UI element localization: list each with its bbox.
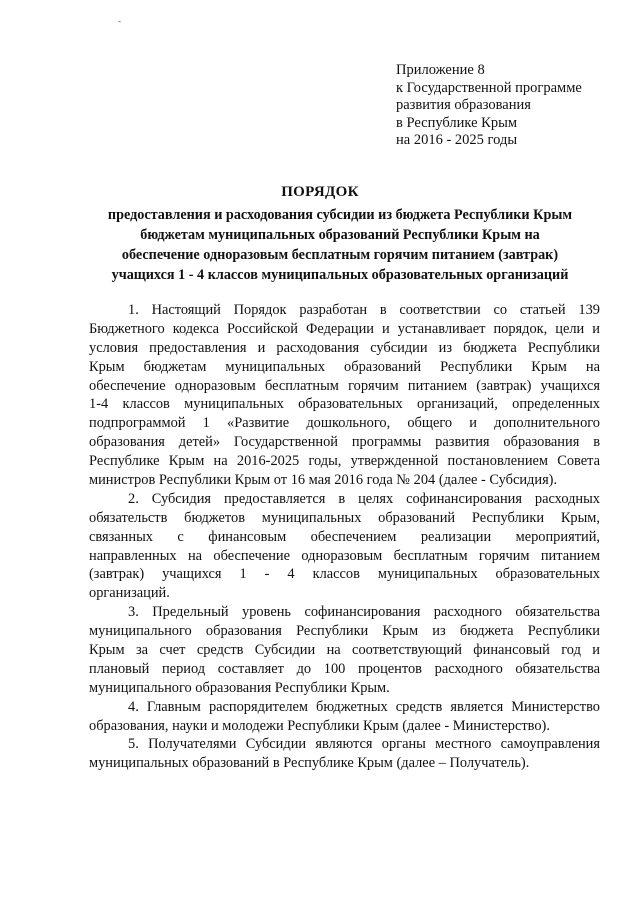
document-title: ПОРЯДОК [281,184,359,200]
paragraph-line: Крым за счет средств Субсидии на соответствующий финансовый год и [89,642,600,659]
paragraph-line: 1. Настоящий Порядок разработан в соответствии со статьей 139 [128,302,600,318]
document-subtitle [80,205,600,285]
paragraph-line: 3. Предельный уровень софинансирования расходного обязательства [128,604,600,621]
paragraph-line: 2. Субсидия предоставляется в целях софинансирования расходных [128,490,600,507]
paragraph-3 [89,603,600,697]
appendix-line: в Республике Крым [396,114,517,131]
paragraph-1 [89,301,600,490]
paragraph-line: Республике Крым на 2016-2025 годы, утвержденной постановлением Совета [89,453,600,470]
paragraph-line: обеспечение одноразовым бесплатным горячим питанием (завтрак) учащихся [89,377,600,394]
paragraph-line: Бюджетного кодекса Российской Федерации и устанавливает порядок, цели и [89,320,600,337]
paragraph-line: муниципального образования Республики Крым. [89,679,390,696]
paragraph-line: условия предоставления и расходования субсидии из бюджета Республики [89,339,600,356]
header-mark: - [118,16,121,26]
paragraph-4 [89,698,600,736]
document-body [89,301,600,773]
paragraph-line: 5. Получателями Субсидии являются органы местного самоуправления [128,736,600,753]
subtitle-line: учащихся 1 - 4 классов муниципальных образовательных организаций [111,267,569,283]
appendix-line: на 2016 - 2025 годы [396,132,518,149]
subtitle-line: предоставления и расходования субсидии из бюджета Республики Крым [107,207,573,223]
subtitle-line: бюджетам муниципальных образований Республики Крым на [140,227,540,243]
paragraph-line: подпрограммой 1 «Развитие дошкольного, общего и дополнительного [89,415,600,432]
paragraph-2 [89,490,600,603]
paragraph-line: (завтрак) учащихся 1 - 4 классов муниципальных образовательных [89,566,600,583]
paragraph-line: образования, науки и молодежи Республики Крым (далее - Министерство). [89,717,550,734]
paragraph-line: муниципальных образований в Республике Крым (далее – Получатель). [89,755,530,772]
paragraph-line: связанных с финансовым обеспечением реализации мероприятий, [89,528,600,545]
paragraph-line: направленных на обеспечение одноразовым бесплатным горячим питанием [89,547,600,564]
paragraph-5 [89,735,600,773]
paragraph-line: Крым бюджетам муниципальных образований Республики Крым на [89,358,600,375]
paragraph-line: образования детей» Государственной программы развития образования в [89,434,600,451]
paragraph-line: организаций. [89,585,170,602]
paragraph-line: муниципального образования Республики Крым из бюджета Республики [89,623,600,640]
paragraph-line: 4. Главным распорядителем бюджетных средств является Министерство [128,698,600,715]
appendix-block [396,62,626,150]
paragraph-line: министров Республики Крым от 16 мая 2016 года № 204 (далее - Субсидия). [89,472,558,489]
paragraph-line: обязательств бюджетов муниципальных образований Республики Крым, [89,509,600,526]
subtitle-line: обеспечение одноразовым бесплатным горячим питанием (завтрак) [121,247,559,263]
paragraph-line: плановый период составляет до 100 процентов расходного обязательства [89,660,600,677]
paragraph-line: 1-4 классов муниципальных образовательных организаций, определенных [89,396,600,413]
appendix-line: к Государственной программе [396,79,582,96]
appendix-line: Приложение 8 [396,62,485,78]
appendix-line: развития образования [396,97,531,114]
